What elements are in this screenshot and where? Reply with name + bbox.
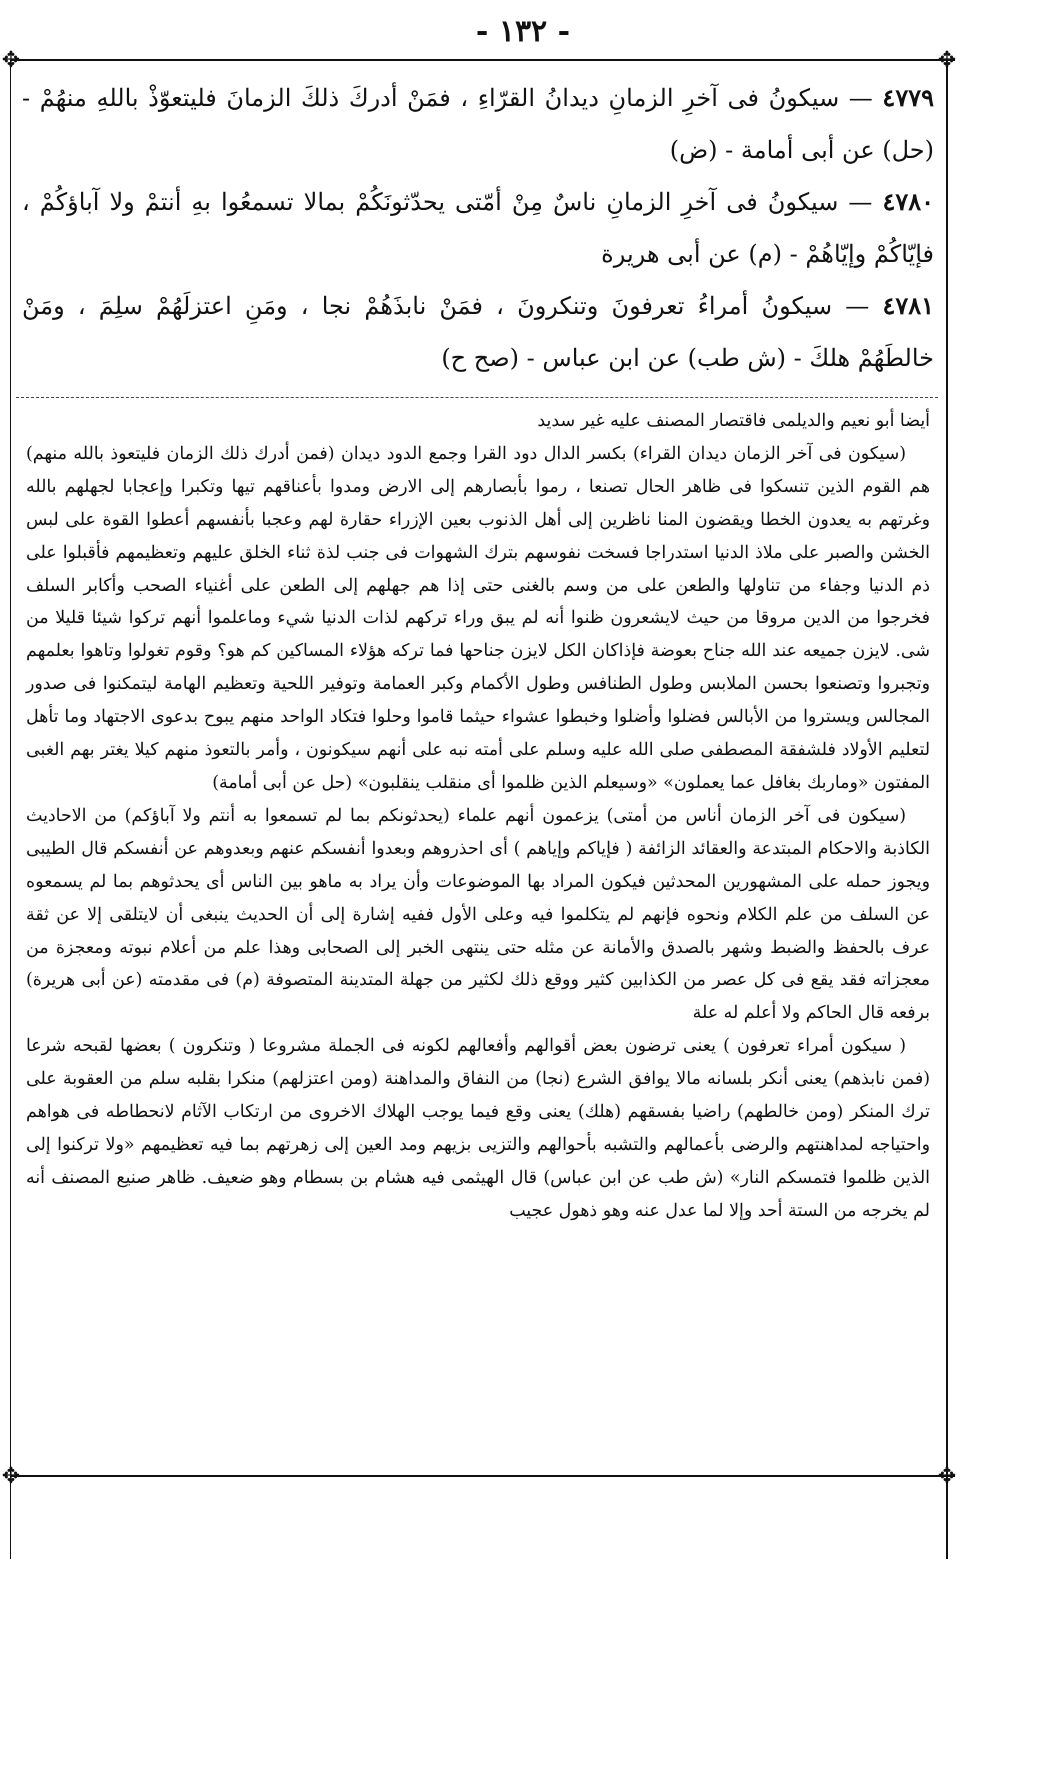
frame-top-line <box>10 59 955 61</box>
hadith-entry <box>22 280 934 384</box>
commentary-paragraph: ( سيكون أمراء تعرفون ) يعنى ترضون بعض أقوالهم وأفعالهم لكونه فى الجملة مشروعا ( وتنكرون ) بعضها لقبحه شرعا (فمن نابذهم) يعنى أنكر بلسانه مالا يوافق الشرع (نجا) من النفاق والمداهنة (ومن اعتزلهم) منكرا بقلبه سلم من العقوبة على ترك المنكر (ومن خالطهم) راضيا بفسقهم (هلك) يعنى وقع فيما يوجب الهلاك الاخروى من ارتكاب الآثام لانحطاطه فى هواهم واحتياجه لمداهنتهم والرضى بأعمالهم والتشبه بأحوالهم والتزيى بزيهم ومد العين إلى زهرتهم بما فيه تعظيمهم «ولا تركنوا إلى الذين ظلموا فتمسكم النار» (ش طب عن ابن عباس) قال الهيثمى فيه هشام بن بسطام وهو ضعيف. ظاهر صنيع المصنف أنه لم يخرجه من الستة أحد وإلا لما عدل عنه وهو ذهول عجيب <box>26 1036 930 1221</box>
hadith-number: ٤٧٧٩ <box>882 83 934 112</box>
commentary-paragraph: (سيكون فى آخر الزمان ديدان القراء) بكسر الدال دود القرا وجمع الدود ديدان (فمن أدرك ذلك الزمان فليتعوذ بالله منهم) هم القوم الذين تنسكوا فى ظاهر الحال تصنعا ، رموا بأبصارهم إلى الارض ومدوا بأعناقهم تيها وتكبرا وإعجابا لجهلهم بالله وغرتهم به يعدون الخطا ويقضون المنا ناظرين إلى أهل الذنوب بعين الإزراء حقارة لهم وعجبا بأنفسهم أعطوا القوة على لبس الخشن والصبر على ملاذ الدنيا استدراجا فسخت نفوسهم بترك الشهوات فى جنب لذة ثناء الخلق عليهم وتعظيمهم فأقبلوا على ذم الدنيا وجفاء من تناولها والطعن على من وسم بالغنى حتى إذا هم جهلهم إلى الطعن على أغنياء الصحب وأكابر السلف فخرجوا من الدين مروقا من حيث لايشعرون ظنوا أنه لم يبق وراء تركهم لذات الدنيا شيء وماعلموا أنهم تركوا شيئا قليلا من شى. لايزن جميعه عند الله جناح بعوضة فإذاكان الكل لايزن جناحها فما تركه هؤلاء المساكين كم هو؟ وقوم تغولوا وتاهوا بعلمهم وتجبروا وتصنعوا بحسن الملابس وطول الطنافس وطول الأكمام وكبر العمامة وتوفير اللحية وتعظيم الهامة ليتمكنوا فى صدور المجالس ويستروا من الأبالس فضلوا وأضلوا وخبطوا عشواء حيثما قاموا وحلوا فتكاد الواحد منهم يبوح بدعوى الاجتهاد وما تأهل لتعليم الأولاد فلشفقة المصطفى صلى الله عليه وسلم على أمته نبه على أنهم سيكونون ، وأمر بالتعوذ منهم كيلا يغتر بهم الغبى المفتون «وماربك بغافل عما يعملون» «وسيعلم الذين ظلموا أى منقلب ينقلبون» (حل عن أبى أمامة) <box>26 443 930 793</box>
corner-ornament-icon: ✥ <box>1 1464 21 1489</box>
commentary-section <box>26 405 930 1765</box>
hadith-text: — سيكونُ فى آخرِ الزمانِ ديدانُ القرّاءِ ، فمَنْ أدركَ ذلكَ الزمانَ فليتعوّذْ باللهِ منهُمْ - (حل) عن أبى أمامة - (ض) <box>22 84 934 164</box>
hadith-number: ٤٧٨١ <box>882 291 934 320</box>
hadith-section <box>22 72 934 382</box>
hadith-entry <box>22 176 934 280</box>
corner-ornament-icon: ✥ <box>937 1464 957 1489</box>
hadith-number: ٤٧٨٠ <box>882 187 934 216</box>
commentary-paragraph: أيضا أبو نعيم والديلمى فاقتصار المصنف عليه غير سديد <box>537 411 930 431</box>
frame-left-line <box>10 59 11 1559</box>
page-number: - ١٣٢ - <box>475 14 571 49</box>
commentary-paragraph: (سيكون فى آخر الزمان أناس من أمتى) يزعمون أنهم علماء (يحدثونكم بما لم تسمعوا به أنتم ولا آباؤكم) من الاحاديث الكاذبة والاحكام المبتدعة والعقائد الزائفة ( فإياكم وإياهم ) أى احذروهم وبعدوا أنفسكم عنهم وبعدوهم عن أنفسكم قال الطيبى ويجوز حمله على المشهورين المحدثين فيكون المراد بها الموضوعات وأن يراد به ماهو بين الناس أى يحدثوهم بما لم يسمعوه عن السلف من علم الكلام ونحوه فإنهم لم يتكلموا فيه وعلى الأول ففيه إشارة إلى أن الحديث ينبغى أن لايتلقى إلا عن ثقة عرف بالحفظ والضبط وشهر بالصدق والأمانة عن مثله حتى ينتهى الخبر إلى الصحابى وهذا علم من أعلام نبوته ومعجزة من معجزاته فقد يقع فى كل عصر من الكذابين كثير ووقع ذلك لكثير من جهلة المتدينة المتصوفة (م) فى مقدمته (عن أبى هريرة) برفعه قال الحاكم ولا أعلم له علة <box>26 805 930 1024</box>
frame-right-line <box>946 59 948 1559</box>
hadith-entry <box>22 72 934 176</box>
section-divider <box>16 397 938 399</box>
corner-ornament-icon: ✥ <box>1 48 21 73</box>
hadith-text: — سيكونُ أمراءُ تعرفونَ وتنكرونَ ، فمَنْ نابذَهُمْ نجا ، ومَنِ اعتزلَهُمْ سلِمَ ، ومَنْ خالطَهُمْ هلكَ - (ش طب) عن ابن عباس - (صح ح) <box>22 292 934 372</box>
hadith-text: — سيكونُ فى آخرِ الزمانِ ناسٌ مِنْ أمّتى يحدّثونَكُمْ بمالا تسمعُوا بهِ أنتمْ ولا آباؤكُمْ ، فإيّاكُمْ وإيّاهُمْ - (م) عن أبى هريرة <box>22 188 934 268</box>
corner-ornament-icon: ✥ <box>937 48 957 73</box>
